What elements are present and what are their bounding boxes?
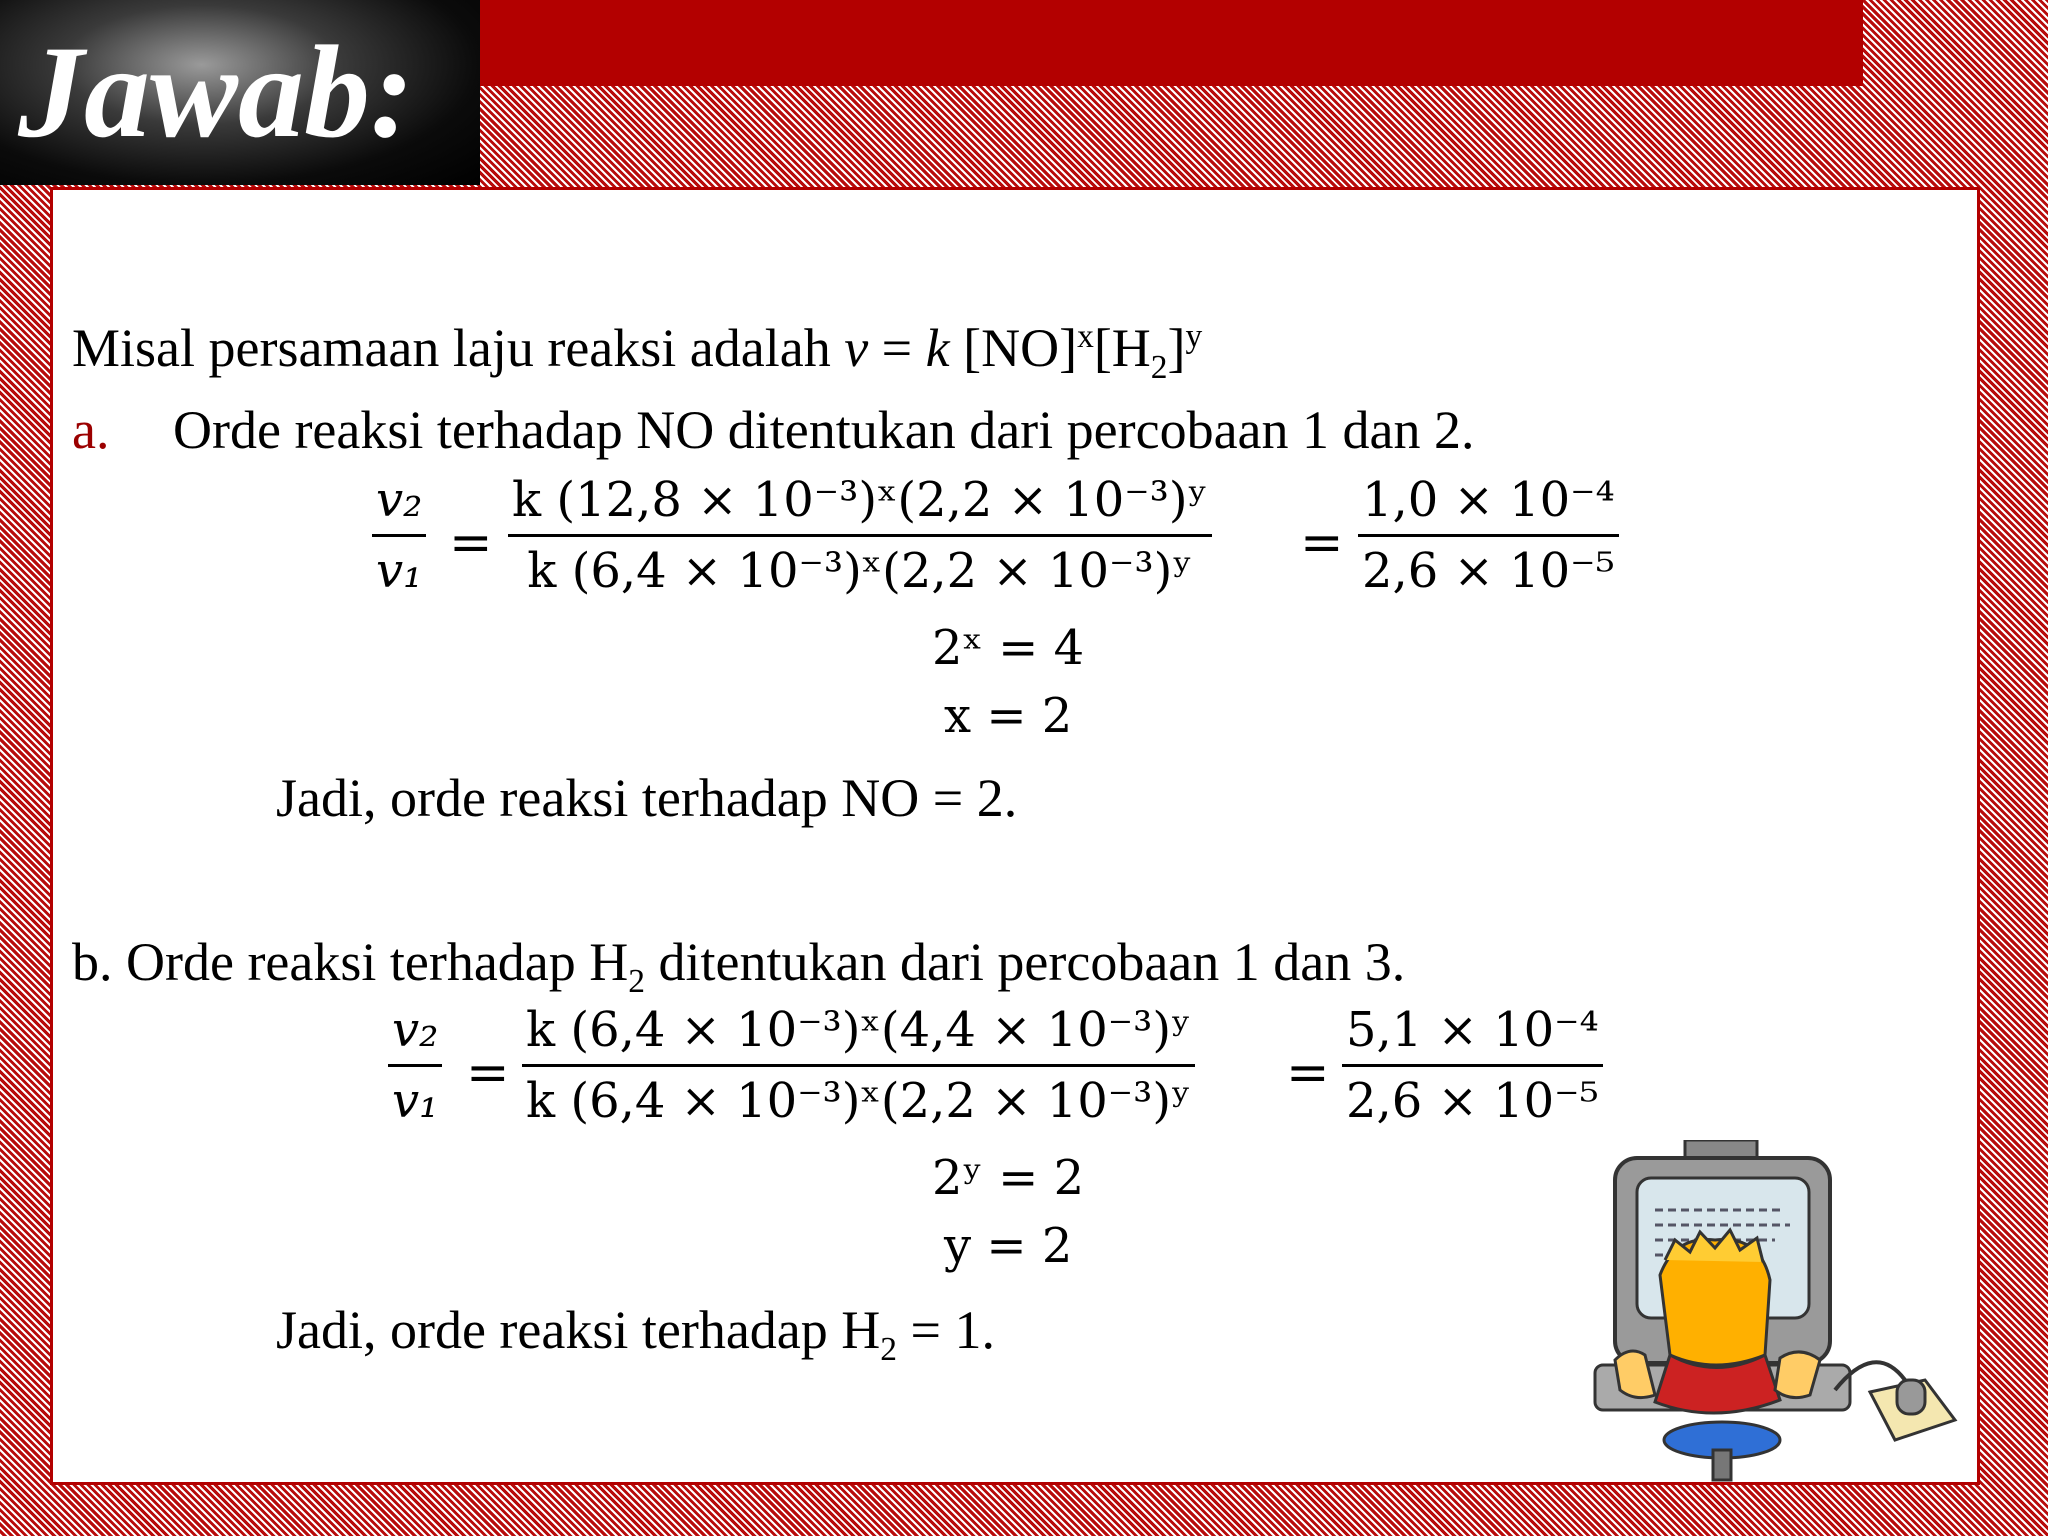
part-a-equals-2: = xyxy=(1300,513,1344,573)
slide-title: Jawab: xyxy=(18,18,414,165)
part-b-heading: b. Orde reaksi terhadap $H_2$ ditentukan dari percobaan 1 dan 3. xyxy=(72,932,1406,1000)
rate-law-line: Misal persamaan laju reaksi adalah v = k $[NO]^x[H_2]^y$ xyxy=(72,318,1203,386)
header-band xyxy=(470,0,1863,86)
part-a-step2: x = 2 xyxy=(944,688,1073,744)
part-a-step1: 2ˣ = 4 xyxy=(932,620,1085,676)
part-b-equals-1: = xyxy=(466,1043,510,1103)
part-b-step2: y = 2 xyxy=(944,1218,1073,1274)
part-b-conclusion: Jadi, orde reaksi terhadap $H_2 = 1$. xyxy=(276,1300,995,1368)
part-b-middle-fraction: k (6,4 × 10⁻³)ˣ(4,4 × 10⁻³)ʸ k (6,4 × 10⁻³)ˣ(2,2 × 10⁻³)ʸ xyxy=(522,1002,1195,1129)
part-a-heading: Orde reaksi terhadap NO ditentukan dari percobaan 1 dan 2. xyxy=(173,400,1475,460)
part-a-rhs-fraction: 1,0 × 10⁻⁴ 2,6 × 10⁻⁵ xyxy=(1358,472,1619,599)
person-at-computer-illustration xyxy=(1585,1140,1965,1485)
part-b-step1: 2ʸ = 2 xyxy=(932,1150,1085,1206)
part-a-conclusion: Jadi, orde reaksi terhadap NO = 2. xyxy=(276,768,1018,828)
part-a-equals-1: = xyxy=(449,513,493,573)
title-box xyxy=(0,0,480,185)
part-a-middle-fraction: k (12,8 × 10⁻³)ˣ(2,2 × 10⁻³)ʸ k (6,4 × 10⁻³)ˣ(2,2 × 10⁻³)ʸ xyxy=(508,472,1212,599)
part-b-lhs-fraction: v₂ v₁ xyxy=(388,1002,442,1129)
part-a-lhs-fraction: v₂ v₁ xyxy=(372,472,426,599)
part-b-equals-2: = xyxy=(1286,1043,1330,1103)
part-a-marker: a. xyxy=(72,400,110,460)
part-b-rhs-fraction: 5,1 × 10⁻⁴ 2,6 × 10⁻⁵ xyxy=(1342,1002,1603,1129)
